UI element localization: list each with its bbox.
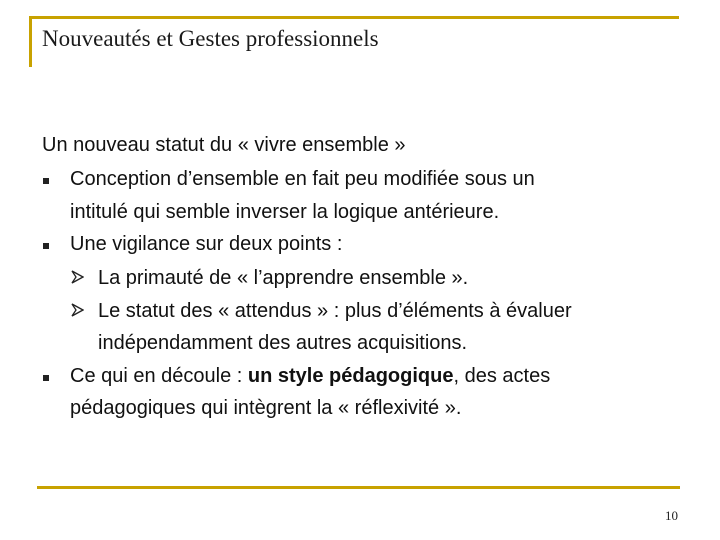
bullet-1-line-2: intitulé qui semble inverser la logique antérieure. [70,201,500,223]
arrow-bullet-icon [71,303,84,317]
bullet-3-text-bold: un style pédagogique [247,365,454,387]
slide-title: Nouveautés et Gestes professionnels [42,26,379,51]
bullet-3-line-2: pédagogiques qui intègrent la « réflexivité ». [70,397,462,419]
subbullet-1-line-1: La primauté de « l’apprendre ensemble ». [98,267,469,289]
footer-rule [37,486,680,489]
page-number: 10 [665,508,678,523]
bullet-2-line-1: Une vigilance sur deux points : [70,233,343,255]
title-frame-top [29,16,679,19]
bullet-1-line-1: Conception d’ensemble en fait peu modifiée sous un [70,168,535,190]
bullet-3-line-1 [70,364,550,388]
arrow-bullet-icon [71,270,84,284]
subbullet-2-line-2: indépendamment des autres acquisitions. [98,332,468,354]
bullet-3-text-after: , des actes [453,365,551,387]
square-bullet-icon [43,178,49,184]
square-bullet-icon [43,375,49,381]
square-bullet-icon [43,243,49,249]
subbullet-2-line-1: Le statut des « attendus » : plus d’éléments à évaluer [98,300,572,322]
bullet-3-text-before: Ce qui en découle : [70,365,248,387]
section-heading: Un nouveau statut du « vivre ensemble » [42,134,406,156]
title-frame-left [29,16,32,67]
